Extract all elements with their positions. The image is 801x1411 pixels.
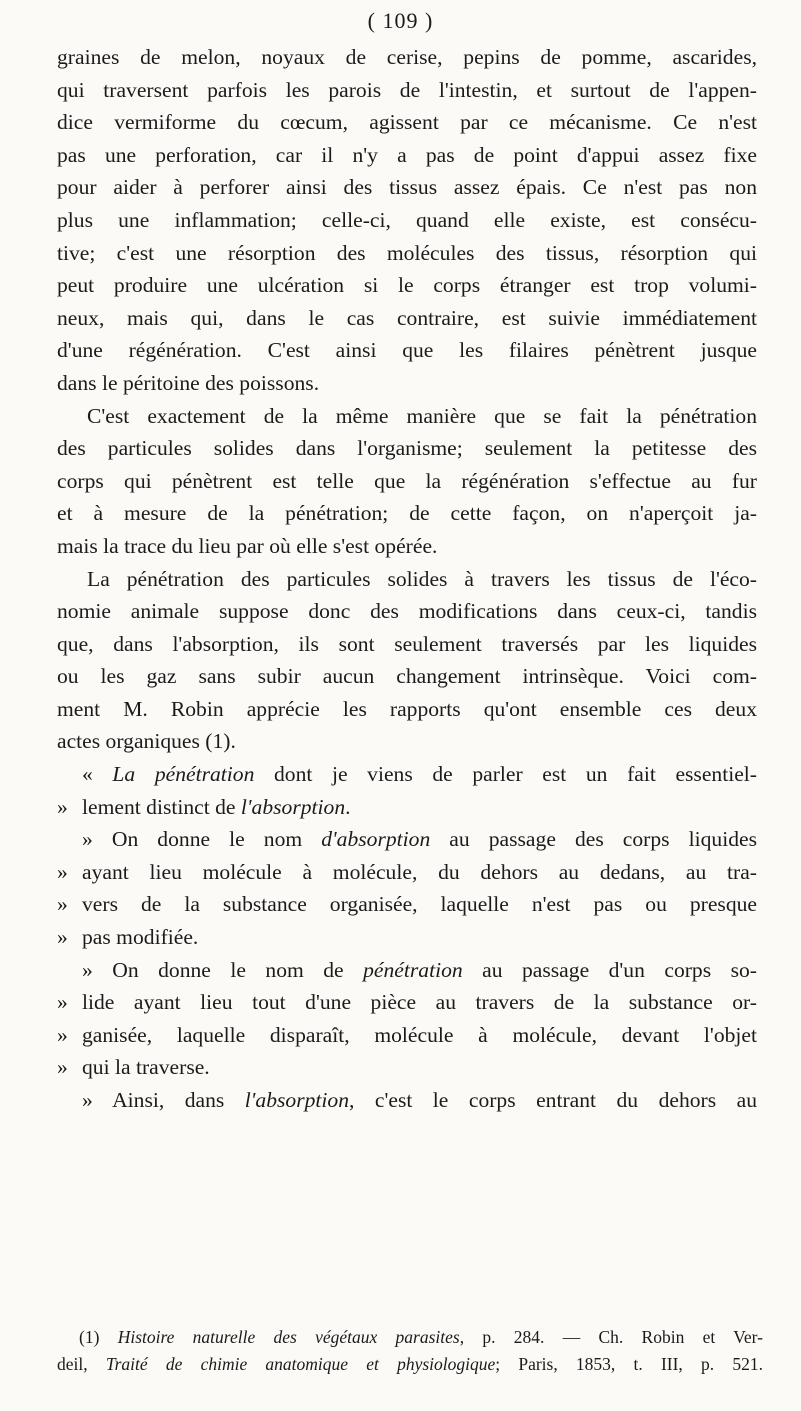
text-line: graines de melon, noyaux de cerise, pepins de pomme, ascarides, xyxy=(57,45,757,69)
italic-term: l'absorption xyxy=(244,1088,350,1112)
quote-mark: » xyxy=(82,827,93,852)
paragraph-2 xyxy=(57,400,757,563)
text-line: qui traversent parfois les parois de l'intestin, et surtout de l'appen- xyxy=(57,77,757,102)
text-line: plus une inflammation; celle-ci, quand elle existe, est consécu- xyxy=(57,207,757,232)
text-line: La pénétration des particules solides à travers les tissus de l'éco- xyxy=(87,566,757,591)
quote-line xyxy=(57,1051,757,1084)
quotation xyxy=(57,758,757,1117)
quote-text: . xyxy=(345,794,351,819)
quote-line xyxy=(57,1019,757,1052)
text-line: dice vermiforme du cœcum, agissent par ce mécanisme. Ce n'est xyxy=(57,110,757,135)
italic-title: Histoire naturelle des végétaux parasites xyxy=(117,1327,460,1347)
footnote-text: , p. 284. — Ch. Robin et Ver- xyxy=(459,1327,763,1347)
footnote-line xyxy=(57,1351,763,1378)
quote-mark: » xyxy=(82,1088,93,1112)
quote-text: lement distinct de xyxy=(82,794,241,819)
text-line: tive; c'est une résorption des molécules des tissus, résorption qui xyxy=(57,240,757,265)
quote-text: ganisée, laquelle disparaît, molécule à molécule, devant l'objet xyxy=(82,1022,757,1047)
quote-text: lide ayant lieu tout d'une pièce au travers de la substance or- xyxy=(82,990,757,1015)
quote-line xyxy=(57,954,757,987)
text-line: nomie animale suppose donc des modifications dans ceux-ci, tandis xyxy=(57,599,757,624)
quote-mark: » xyxy=(57,925,68,950)
paragraph-3 xyxy=(57,563,757,759)
quote-text: , c'est le corps entrant du dehors au xyxy=(349,1088,757,1112)
italic-term: pénétration xyxy=(363,957,463,982)
text-line: peut produire une ulcération si le corps étranger est trop volumi- xyxy=(57,273,757,298)
text-line: que, dans l'absorption, ils sont seulement traversés par les liquides xyxy=(57,631,757,656)
quote-text: qui la traverse. xyxy=(82,1055,210,1080)
text-line: corps qui pénètrent est telle que la régénération s'effectue au fur xyxy=(57,468,757,493)
quote-mark: » xyxy=(57,1055,68,1080)
text-line: ment M. Robin apprécie les rapports qu'ont ensemble ces deux xyxy=(57,696,757,721)
text-line: ou les gaz sans subir aucun changement intrinsèque. Voici com- xyxy=(57,664,757,689)
paragraph-1 xyxy=(57,41,757,400)
footnote-text: deil, xyxy=(57,1354,106,1374)
text-line: neux, mais qui, dans le cas contraire, est suivie immédiatement xyxy=(57,305,757,330)
quote-mark: » xyxy=(57,990,68,1015)
quote-line xyxy=(57,823,757,856)
footnote-number: (1) xyxy=(79,1327,118,1347)
quote-text: vers de la substance organisée, laquelle n'est pas ou presque xyxy=(82,892,757,917)
page-number: ( 109 ) xyxy=(367,8,434,33)
quote-text: On donne le nom xyxy=(111,827,322,852)
italic-title: Traité de chimie anatomique et physiologique xyxy=(105,1354,496,1374)
quote-text: pas modifiée. xyxy=(82,925,199,950)
italic-term: l'absorption xyxy=(240,794,346,819)
body-text xyxy=(57,41,757,1117)
italic-term: d'absorption xyxy=(321,827,431,852)
footnote xyxy=(57,1324,763,1378)
quote-text: au passage des corps liquides xyxy=(430,827,757,852)
text-line: actes organiques (1). xyxy=(57,729,236,754)
text-line: pour aider à perforer ainsi des tissus assez épais. Ce n'est pas non xyxy=(57,175,757,200)
quote-line xyxy=(57,986,757,1019)
text-line: mais la trace du lieu par où elle s'est opérée. xyxy=(57,533,438,558)
text-line: C'est exactement de la même manière que se fait la pénétration xyxy=(87,403,757,428)
quote-line xyxy=(57,856,757,889)
quote-text: dont je viens de parler est un fait essentiel- xyxy=(254,762,757,787)
footnote-text: ; Paris, 1853, t. III, p. 521. xyxy=(495,1354,763,1374)
italic-term: La pénétration xyxy=(112,762,255,787)
quote-mark: » xyxy=(57,794,68,819)
quote-line xyxy=(57,791,757,824)
text-line: des particules solides dans l'organisme; seulement la petitesse des xyxy=(57,436,757,461)
footnote-line xyxy=(57,1324,763,1351)
text-line: et à mesure de la pénétration; de cette façon, on n'aperçoit ja- xyxy=(57,501,757,526)
quote-mark: » xyxy=(57,892,68,917)
quote-line xyxy=(57,758,757,791)
quote-text: Ainsi, dans xyxy=(112,1088,245,1112)
text-line: dans le péritoine des poissons. xyxy=(57,370,320,395)
quote-line xyxy=(57,888,757,921)
quote-mark: » xyxy=(57,859,68,884)
quote-text: ayant lieu molécule à molécule, du dehors au dedans, au tra- xyxy=(82,859,757,884)
quote-line xyxy=(57,1084,757,1117)
text-line: d'une régénération. C'est ainsi que les filaires pénètrent jusque xyxy=(57,338,757,363)
quote-line xyxy=(57,921,757,954)
quote-mark: » xyxy=(82,957,93,982)
quote-mark: « xyxy=(82,762,93,787)
quote-text: On donne le nom de xyxy=(112,957,364,982)
text-line: pas une perforation, car il n'y a pas de point d'appui assez fixe xyxy=(57,142,757,167)
quote-text: au passage d'un corps so- xyxy=(462,957,757,982)
quote-mark: » xyxy=(57,1022,68,1047)
